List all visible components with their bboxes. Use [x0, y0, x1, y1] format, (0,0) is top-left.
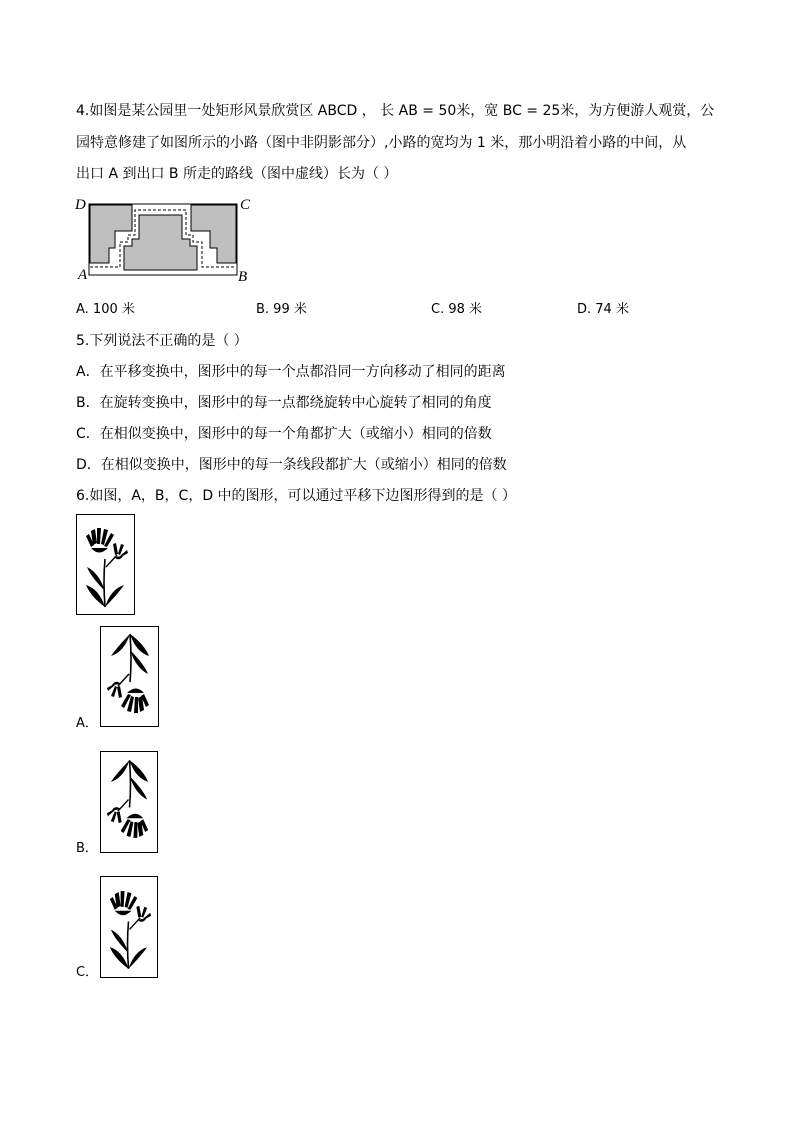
q5-option-b[interactable]: B．在旋转变换中，图形中的每一点都绕旋转中心旋转了相同的角度 [76, 395, 492, 411]
q4-option-b[interactable]: B. 99 米 [256, 302, 307, 317]
label-B: B [238, 269, 248, 285]
q5-option-d[interactable]: D．在相似变换中，图形中的每一条线段都扩大（或缩小）相同的倍数 [76, 457, 507, 473]
q6-option-c-label[interactable]: C． [76, 965, 99, 980]
q5-option-a[interactable]: A．在平移变换中，图形中的每一个点都沿同一方向移动了相同的距离 [76, 364, 506, 380]
q5-option-c[interactable]: C．在相似变换中，图形中的每一个角都扩大（或缩小）相同的倍数 [76, 426, 492, 442]
q4-option-d[interactable]: D. 74 米 [577, 302, 629, 317]
q6-option-c-figure[interactable] [100, 876, 158, 978]
flower-rotated-icon [101, 627, 158, 726]
q4-option-a[interactable]: A. 100 米 [76, 302, 135, 317]
flower-original-icon [77, 515, 134, 614]
flower-translated-icon [101, 877, 157, 977]
q4-option-c[interactable]: C. 98 米 [431, 302, 483, 317]
label-A: A [78, 267, 88, 283]
q5-stem: 5.下列说法不正确的是（ ） [76, 333, 248, 349]
q4-stem-line2: 园特意修建了如图所示的小路（图中非阴影部分）,小路的宽均为 1 米，那小明沿着小路的中间，从 [76, 135, 687, 151]
q6-original-figure [76, 514, 135, 615]
q4-stem-line3: 出口 A 到出口 B 所走的路线（图中虚线）长为（ ） [76, 166, 398, 182]
q6-stem: 6.如图，A，B，C，D 中的图形，可以通过平移下边图形得到的是（ ） [76, 488, 516, 504]
q6-option-a-label[interactable]: A． [76, 716, 98, 731]
q4-stem-line1: 4.如图是某公园里一处矩形风景欣赏区 ABCD ， 长 AB = 50米，宽 BC = 25米，为方便游人观赏，公 [76, 103, 715, 119]
q6-option-b-figure[interactable] [100, 751, 158, 853]
flower-flipped-icon [101, 752, 157, 852]
q6-option-a-figure[interactable] [100, 626, 159, 727]
q4-park-diagram [72, 196, 252, 288]
label-D: D [75, 197, 86, 213]
label-C: C [240, 197, 251, 213]
q6-option-b-label[interactable]: B． [76, 841, 98, 856]
